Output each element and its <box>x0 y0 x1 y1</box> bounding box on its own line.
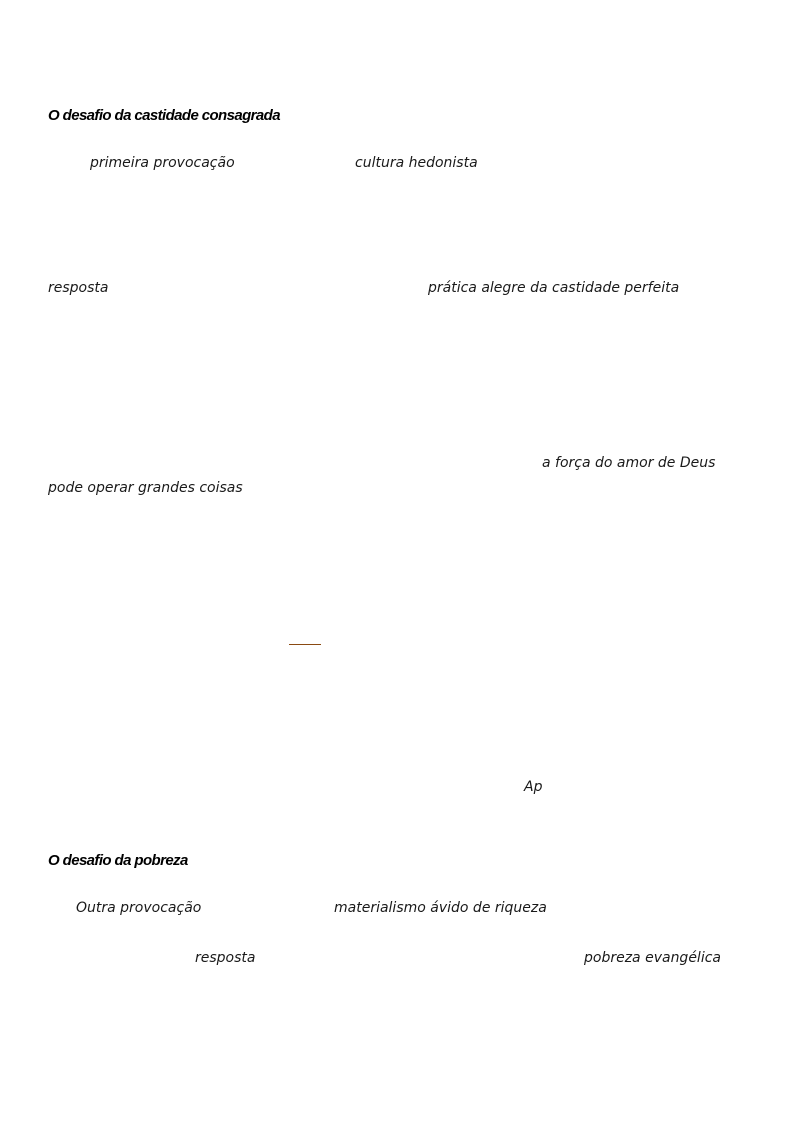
section-heading-poverty: O desafio da pobreza <box>48 852 188 869</box>
emphasis-great-things: pode operar grandes coisas <box>48 480 243 496</box>
section-heading-chastity: O desafio da castidade consagrada <box>48 107 280 124</box>
scripture-reference: Ap <box>524 779 543 795</box>
emphasis-response-poverty: resposta <box>195 950 256 966</box>
emphasis-hedonist-culture: cultura hedonista <box>355 155 478 171</box>
emphasis-response: resposta <box>48 280 109 296</box>
emphasis-evangelical-poverty: pobreza evangélica <box>584 950 721 966</box>
emphasis-another-provocation: Outra provocação <box>76 900 202 916</box>
footnote-link-underline[interactable] <box>289 644 321 645</box>
emphasis-first-provocation: primeira provocação <box>90 155 235 171</box>
emphasis-joyful-chastity: prática alegre da castidade perfeita <box>428 280 680 296</box>
emphasis-love-of-god: a força do amor de Deus <box>542 455 716 471</box>
emphasis-materialism: materialismo ávido de riqueza <box>334 900 547 916</box>
